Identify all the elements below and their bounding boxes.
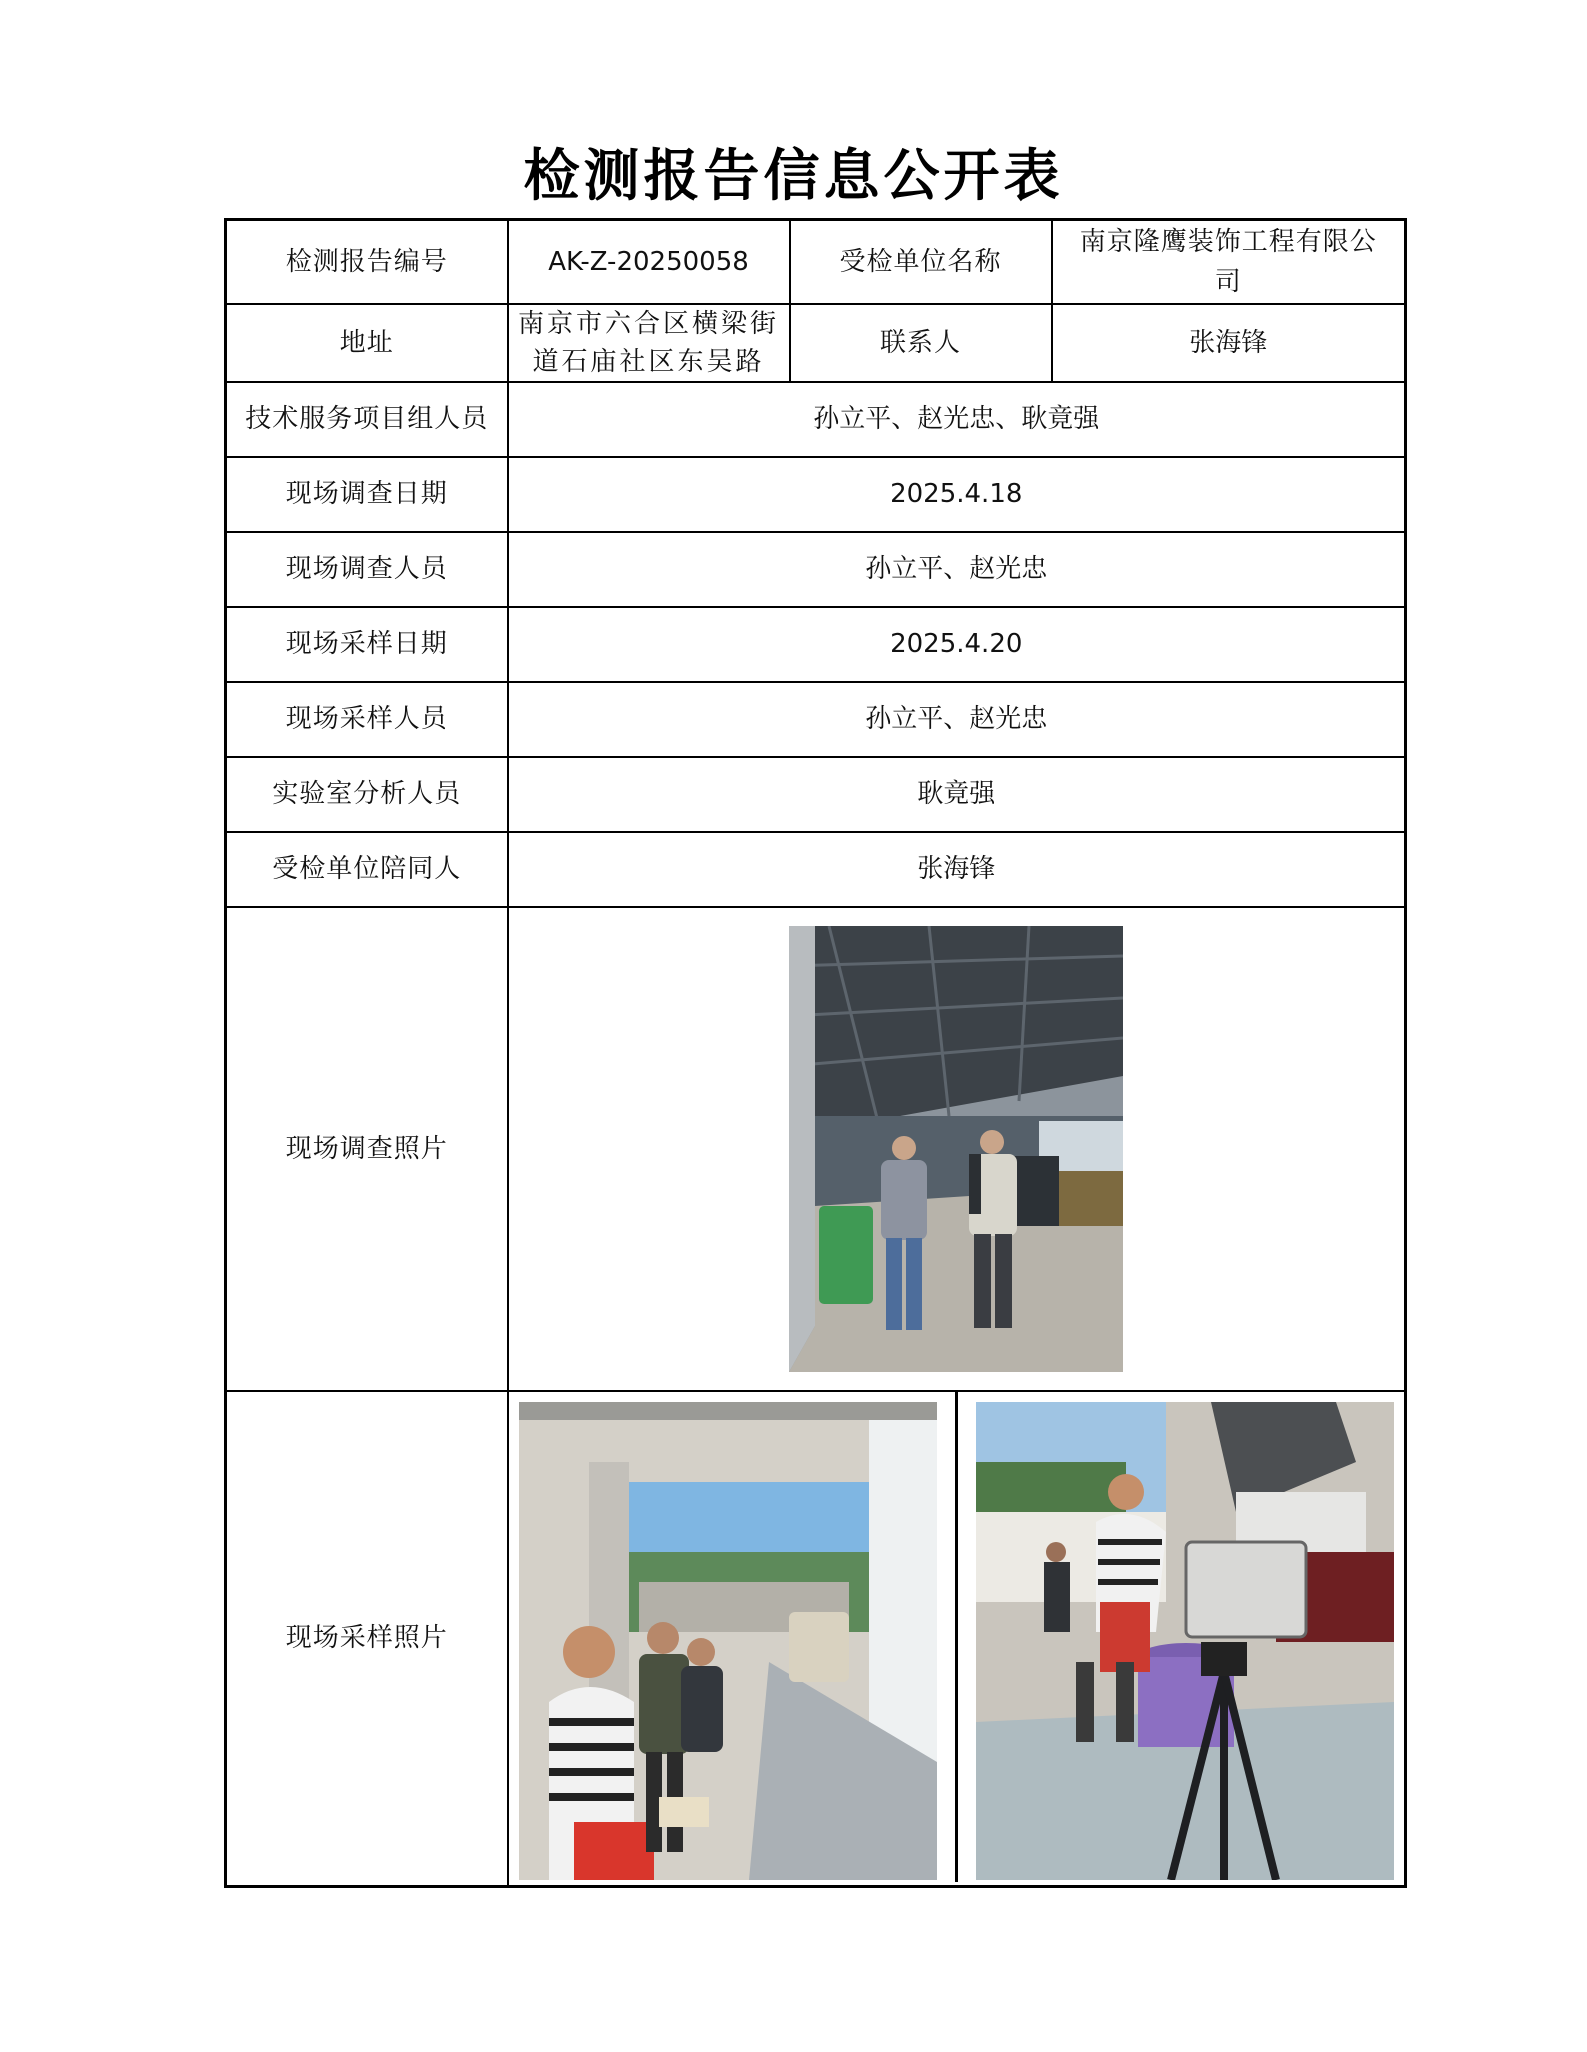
row-address [226, 304, 1406, 382]
label-sampling-photo: 现场采样照片 [226, 1391, 508, 1887]
value-unit-name: 南京隆鹰装饰工程有限公司 [1052, 220, 1406, 304]
row-sampling-date [226, 607, 1406, 682]
page-title: 检测报告信息公开表 [523, 144, 1064, 209]
survey-photo-image [789, 926, 1123, 1372]
value-survey-date: 2025.4.18 [508, 457, 1406, 532]
report-table [224, 218, 1407, 1888]
label-contact: 联系人 [790, 304, 1052, 382]
value-sampling-date: 2025.4.20 [508, 607, 1406, 682]
photo-divider [955, 1392, 958, 1882]
value-contact: 张海锋 [1052, 304, 1406, 382]
label-report-no: 检测报告编号 [226, 220, 508, 304]
value-sampling-staff: 孙立平、赵光忠 [508, 682, 1406, 757]
label-survey-date: 现场调查日期 [226, 457, 508, 532]
row-sampling-photo [226, 1391, 1406, 1887]
sampling-photo-image-2 [976, 1402, 1394, 1880]
row-team [226, 382, 1406, 457]
label-unit-name: 受检单位名称 [790, 220, 1052, 304]
value-team: 孙立平、赵光忠、耿竟强 [508, 382, 1406, 457]
row-survey-date [226, 457, 1406, 532]
row-survey-staff [226, 532, 1406, 607]
label-team: 技术服务项目组人员 [226, 382, 508, 457]
survey-photo-cell [508, 907, 1406, 1391]
label-escort: 受检单位陪同人 [226, 832, 508, 907]
label-lab-staff: 实验室分析人员 [226, 757, 508, 832]
label-survey-photo: 现场调查照片 [226, 907, 508, 1391]
label-sampling-staff: 现场采样人员 [226, 682, 508, 757]
value-lab-staff: 耿竟强 [508, 757, 1406, 832]
row-sampling-staff [226, 682, 1406, 757]
row-report-no [226, 220, 1406, 304]
label-sampling-date: 现场采样日期 [226, 607, 508, 682]
sampling-photo-cell [508, 1391, 1406, 1887]
value-address: 南京市六合区横梁街道石庙社区东吴路 [508, 304, 790, 382]
sampling-photo-image-1 [519, 1402, 937, 1880]
value-escort: 张海锋 [508, 832, 1406, 907]
row-lab-staff [226, 757, 1406, 832]
label-survey-staff: 现场调查人员 [226, 532, 508, 607]
value-report-no: AK-Z-20250058 [508, 220, 790, 304]
row-survey-photo [226, 907, 1406, 1391]
label-address: 地址 [226, 304, 508, 382]
value-survey-staff: 孙立平、赵光忠 [508, 532, 1406, 607]
row-escort [226, 832, 1406, 907]
